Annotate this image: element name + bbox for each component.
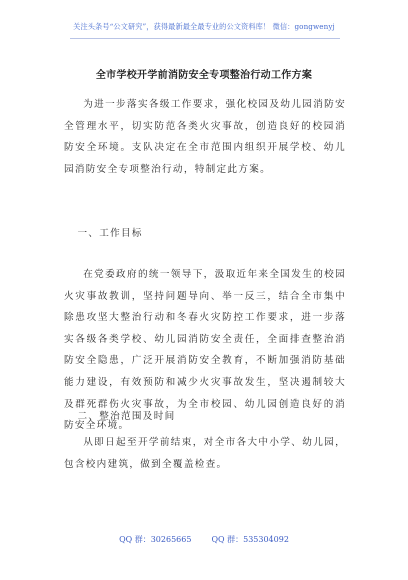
footer-contacts [0, 534, 408, 545]
intro-paragraph: 为进一步落实各级工作要求，强化校园及幼儿园消防安全管理水平，切实防范各类火灾事故，创造良好的校园消防安全环境。支队决定在全市范围内组织开展学校、幼儿园消防安全专项整治行动，特制定此方案。 [64, 99, 346, 175]
scope-paragraph: 从即日起至开学前结束，对全市各大中小学、幼儿园，包含校内建筑，做到全覆盖检查。 [64, 437, 346, 470]
document-title: 全市学校开学前消防安全专项整治行动工作方案 [95, 70, 313, 81]
header-divider [70, 38, 340, 39]
footer-qq-group-2: QQ 群：535304092 [211, 535, 289, 544]
goals-paragraph: 在党委政府的统一领导下，汲取近年来全国发生的校园火灾事故教训，坚持问题导向、举一反三，结合全市集中除患攻坚大整治行动和冬春火灾防控工作要求，进一步落实各级各类学校、幼儿园消防安全责任，全面排查整治消防安全隐患，广泛开展消防安全教育，不断加强消防基础能力建设，有效预防和减少火灾事故发生，坚决遏制较大及群死群伤火灾事故，为全市校园、幼儿园创造良好的消防安全环境。 [64, 269, 346, 432]
header-note: 关注头条号“公文研究”，获得最新最全最专业的公文资料库！ 微信：gongwenyj [73, 22, 335, 31]
footer-qq-group-1: QQ 群：30265665 [119, 535, 192, 544]
section-heading-scope: 二、整治范围及时间 [77, 411, 176, 422]
section-heading-goals: 一、工作目标 [77, 228, 143, 239]
